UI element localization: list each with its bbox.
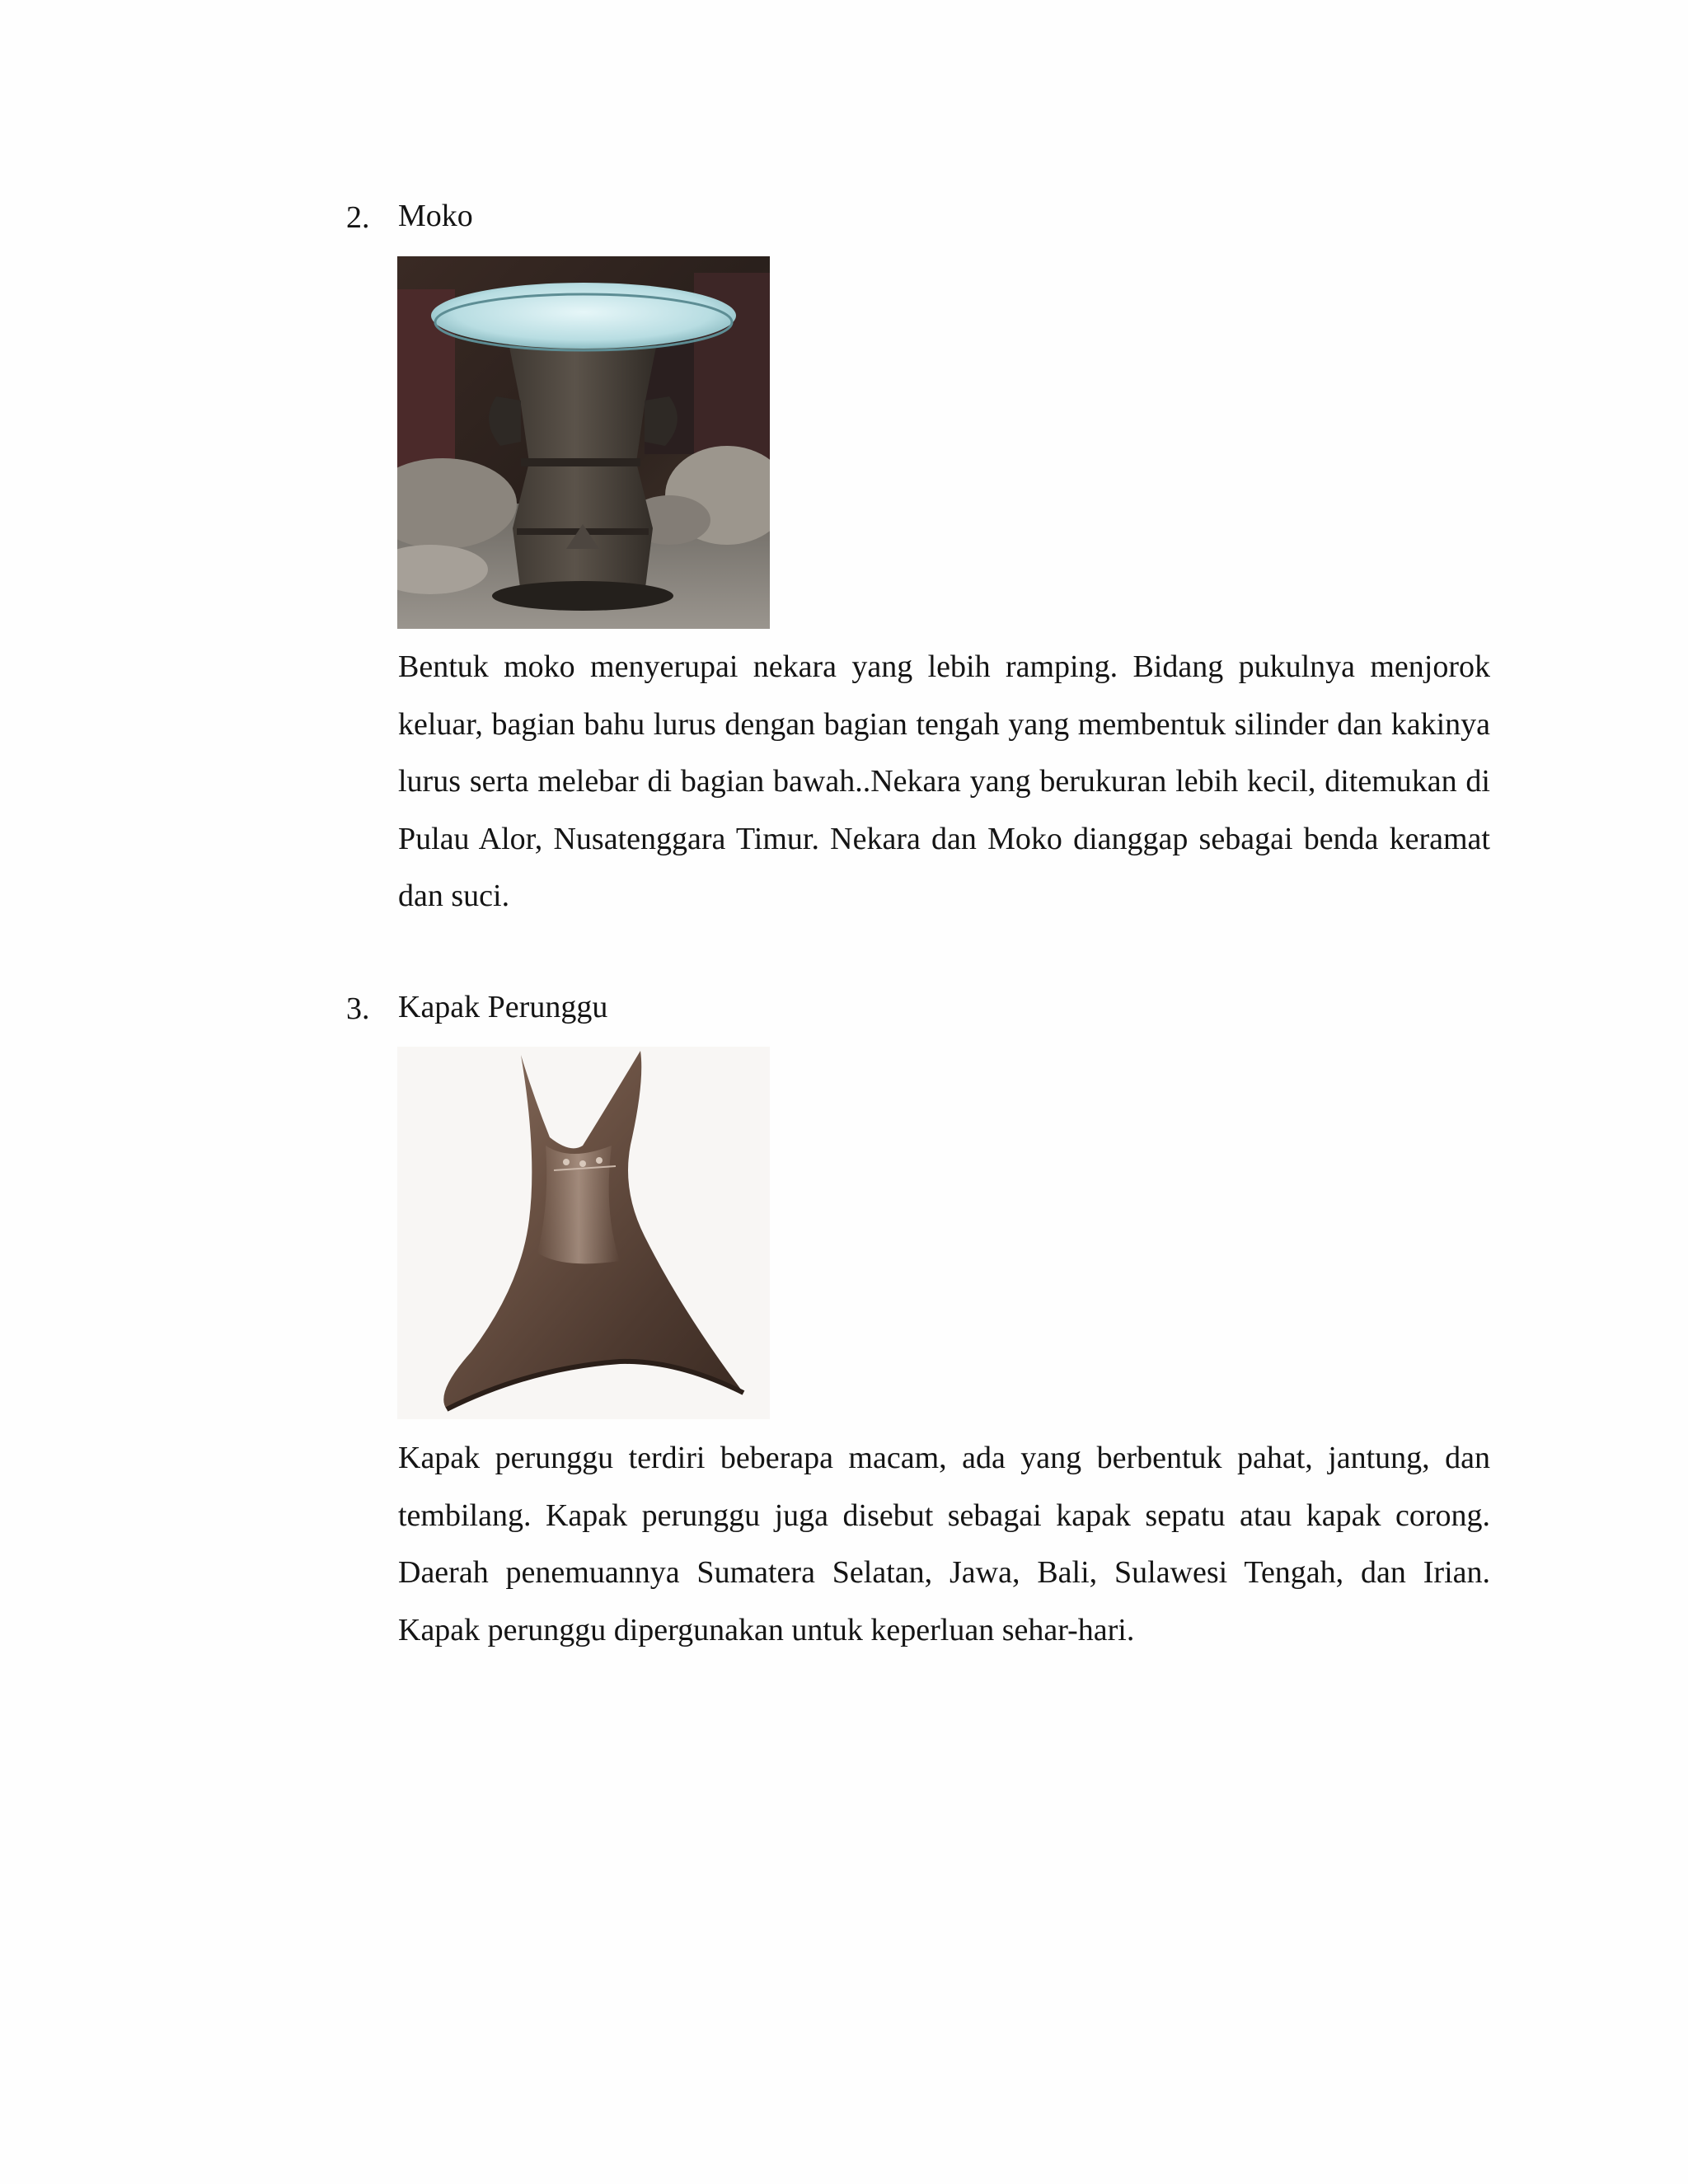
moko-photo xyxy=(397,256,770,629)
heading-moko: Moko xyxy=(398,199,473,233)
list-number-moko: 2. xyxy=(346,200,370,235)
moko-description: Bentuk moko menyerupai nekara yang lebih ramping. Bidang pukulnya menjorok keluar, bagian bahu lurus dengan bagian tengah yang membentuk silinder dan kakinya lurus serta melebar di bagian bawah..Nekara yang berukuran lebih kecil, ditemukan di Pulau Alor, Nusatenggara Timur. Nekara dan Moko dianggap sebagai benda keramat dan suci. xyxy=(398,649,1490,913)
kapak-description: Kapak perunggu terdiri beberapa macam, ada yang berbentuk pahat, jantung, dan tembilang. Kapak perunggu juga disebut sebagai kapak sepatu atau kapak corong. Daerah penemuannya Sumatera Selatan, Jawa, Bali, Sulawesi Tengah, dan Irian. Kapak perunggu dipergunakan untuk keperluan sehar-hari. xyxy=(398,1441,1490,1647)
bronze-axe-photo xyxy=(397,1047,770,1419)
heading-kapak-perunggu: Kapak Perunggu xyxy=(398,990,608,1024)
list-number-kapak: 3. xyxy=(346,991,370,1026)
